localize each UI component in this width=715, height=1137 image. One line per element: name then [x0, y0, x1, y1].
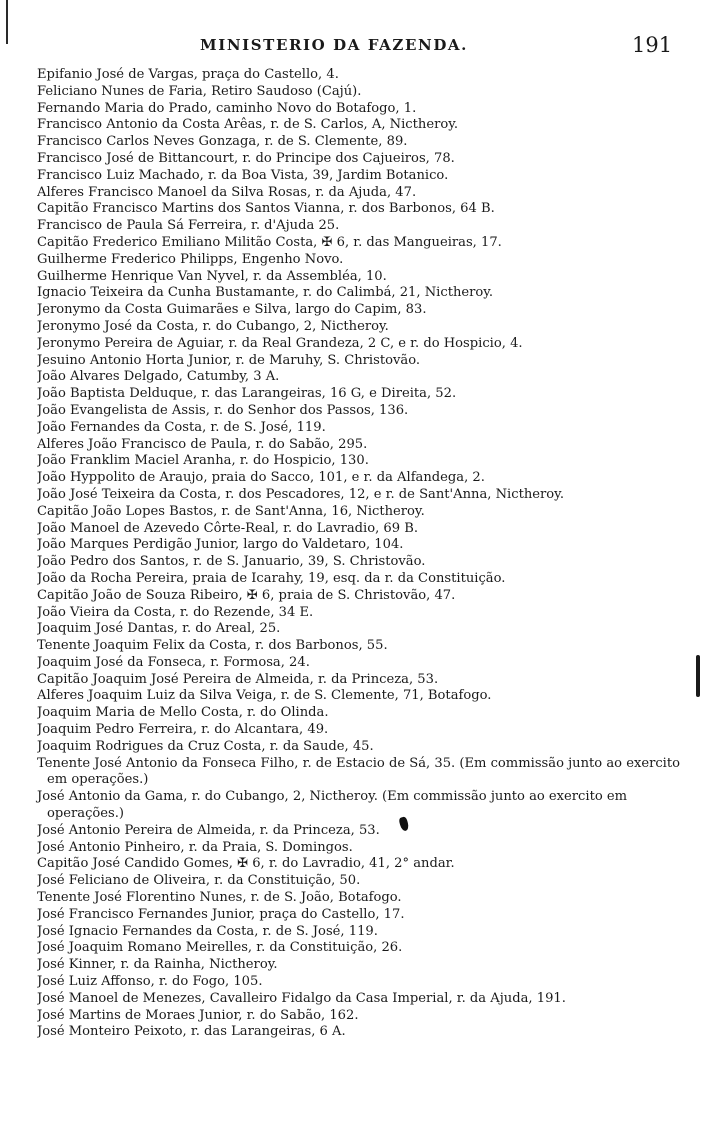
list-item: José Ignacio Fernandes da Costa, r. de S. José, 119. [37, 923, 378, 939]
list-item: José Joaquim Romano Meirelles, r. da Constituição, 26. [37, 940, 403, 956]
list-item: Feliciano Nunes de Faria, Retiro Saudoso (Cajú). [37, 83, 362, 99]
list-item: José Francisco Fernandes Junior, praça do Castello, 17. [37, 906, 405, 922]
list-item: João Vieira da Costa, r. do Rezende, 34 E. [37, 604, 314, 620]
directory-list [37, 67, 702, 1041]
list-item: Francisco Luiz Machado, r. da Boa Vista, 39, Jardim Botanico. [37, 167, 449, 183]
list-item: Fernando Maria do Prado, caminho Novo do Botafogo, 1. [37, 100, 417, 116]
running-title: MINISTERIO DA FAZENDA. [200, 36, 468, 54]
list-item: Joaquim Pedro Ferreira, r. do Alcantara, 49. [37, 722, 329, 738]
list-item: José Kinner, r. da Rainha, Nictheroy. [37, 957, 278, 973]
list-item: Alferes Francisco Manoel da Silva Rosas, r. da Ajuda, 47. [37, 184, 417, 200]
list-item: João Evangelista de Assis, r. do Senhor dos Passos, 136. [37, 402, 409, 418]
list-item: Jeronymo José da Costa, r. do Cubango, 2, Nictheroy. [37, 318, 389, 334]
list-item: Francisco José de Bittancourt, r. do Principe dos Cajueiros, 78. [37, 150, 455, 166]
list-item: João Hyppolito de Araujo, praia do Sacco, 101, e r. da Alfandega, 2. [37, 470, 485, 486]
list-item: Capitão Frederico Emiliano Militão Costa, ✠ 6, r. das Mangueiras, 17. [37, 234, 502, 250]
list-item: Joaquim Maria de Mello Costa, r. do Olinda. [37, 705, 329, 721]
list-item: João Pedro dos Santos, r. de S. Januario, 39, S. Christovão. [37, 554, 426, 570]
list-item: Alferes João Francisco de Paula, r. do Sabão, 295. [37, 436, 368, 452]
page-number: 191 [632, 33, 673, 57]
list-item: José Antonio da Gama, r. do Cubango, 2, Nictheroy. (Em commissão junto ao exercito em operações.) [37, 789, 628, 822]
list-item: Francisco Carlos Neves Gonzaga, r. de S. Clemente, 89. [37, 134, 408, 150]
list-item: José Monteiro Peixoto, r. das Larangeiras, 6 A. [37, 1024, 346, 1040]
list-item: Tenente José Florentino Nunes, r. de S. João, Botafogo. [37, 890, 402, 906]
list-item: Capitão José Candido Gomes, ✠ 6, r. do Lavradio, 41, 2° andar. [37, 856, 455, 872]
list-item: Joaquim José da Fonseca, r. Formosa, 24. [37, 654, 310, 670]
list-item: Joaquim José Dantas, r. do Areal, 25. [37, 621, 281, 637]
list-item: Tenente José Antonio da Fonseca Filho, r. de Estacio de Sá, 35. (Em commissão junto ao exercito em operações.) [37, 755, 681, 788]
list-item: Ignacio Teixeira da Cunha Bustamante, r. do Calimbá, 21, Nictheroy. [37, 285, 494, 301]
list-item: Francisco Antonio da Costa Arêas, r. de S. Carlos, A, Nictheroy. [37, 117, 459, 133]
list-item: Capitão Joaquim José Pereira de Almeida, r. da Princeza, 53. [37, 671, 439, 687]
list-item: João Baptista Delduque, r. das Larangeiras, 16 G, e Direita, 52. [37, 386, 457, 402]
page-header [0, 33, 715, 58]
list-item: Jeronymo da Costa Guimarães e Silva, largo do Capim, 83. [37, 302, 427, 318]
list-item: José Luiz Affonso, r. do Fogo, 105. [37, 974, 263, 990]
list-item: José Manoel de Menezes, Cavalleiro Fidalgo da Casa Imperial, r. da Ajuda, 191. [37, 990, 566, 1006]
list-item: João da Rocha Pereira, praia de Icarahy, 19, esq. da r. da Constituição. [37, 570, 506, 586]
list-item: João Marques Perdigão Junior, largo do Valdetaro, 104. [37, 537, 404, 553]
list-item: Jesuino Antonio Horta Junior, r. de Maruhy, S. Christovão. [37, 352, 421, 368]
list-item: José Martins de Moraes Junior, r. do Sabão, 162. [37, 1007, 359, 1023]
list-item: João Franklim Maciel Aranha, r. do Hospicio, 130. [37, 453, 369, 469]
list-item: Alferes Joaquim Luiz da Silva Veiga, r. de S. Clemente, 71, Botafogo. [37, 688, 492, 704]
list-item: João Manoel de Azevedo Côrte-Real, r. do Lavradio, 69 B. [37, 520, 419, 536]
list-item: Francisco de Paula Sá Ferreira, r. d'Ajuda 25. [37, 218, 340, 234]
list-item: Epifanio José de Vargas, praça do Castello, 4. [37, 67, 339, 82]
list-item: Guilherme Frederico Philipps, Engenho Novo. [37, 251, 344, 267]
list-item: José Feliciano de Oliveira, r. da Constituição, 50. [37, 873, 361, 889]
list-item: Guilherme Henrique Van Nyvel, r. da Assembléa, 10. [37, 268, 387, 284]
list-item: João José Teixeira da Costa, r. dos Pescadores, 12, e r. de Sant'Anna, Nictheroy. [37, 486, 564, 502]
list-item: Capitão João de Souza Ribeiro, ✠ 6, praia de S. Christovão, 47. [37, 587, 456, 603]
list-item: João Alvares Delgado, Catumby, 3 A. [37, 369, 280, 385]
list-item: Tenente Joaquim Felix da Costa, r. dos Barbonos, 55. [37, 638, 388, 654]
list-item: Capitão João Lopes Bastos, r. de Sant'Anna, 16, Nictheroy. [37, 503, 425, 519]
list-item: José Antonio Pinheiro, r. da Praia, S. Domingos. [37, 839, 353, 855]
list-item: Joaquim Rodrigues da Cruz Costa, r. da Saude, 45. [37, 738, 374, 754]
list-item: José Antonio Pereira de Almeida, r. da Princeza, 53. [37, 822, 380, 838]
list-item: Jeronymo Pereira de Aguiar, r. da Real Grandeza, 2 C, e r. do Hospicio, 4. [37, 335, 523, 351]
list-item: João Fernandes da Costa, r. de S. José, 119. [37, 419, 326, 435]
list-item: Capitão Francisco Martins dos Santos Vianna, r. dos Barbonos, 64 B. [37, 201, 495, 217]
margin-ink-mark [696, 655, 700, 697]
